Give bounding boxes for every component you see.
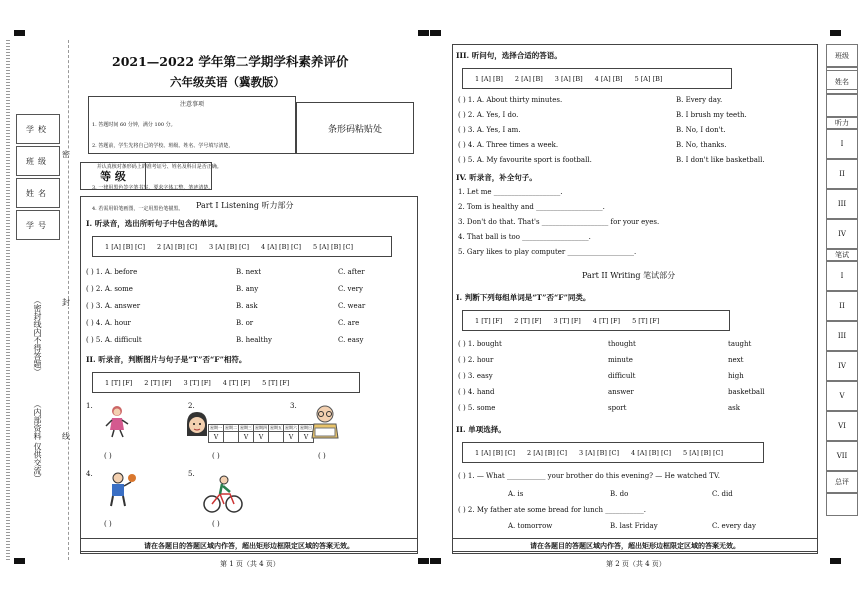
schedule-day: 星期一 bbox=[210, 425, 222, 430]
answer-bubble[interactable]: 1 [A] [B] [C] bbox=[475, 448, 515, 457]
question-option-a: ( ) 4. A. hour bbox=[86, 319, 131, 327]
page-number: 第 2 页（共 4 页） bbox=[606, 560, 666, 568]
pic-answer-blank[interactable]: ( ) bbox=[318, 452, 326, 460]
listening-row-score[interactable]: III bbox=[826, 188, 858, 220]
schedule-day: 星期日 bbox=[300, 425, 312, 430]
question-option-a: ( ) 3. A. Yes, I am. bbox=[458, 126, 521, 134]
question-option-a: ( ) 4. A. Three times a week. bbox=[458, 141, 559, 149]
option-b: B. I brush my teeth. bbox=[676, 111, 747, 119]
option-c: C. easy bbox=[338, 336, 364, 344]
listening-row-score[interactable]: I bbox=[826, 128, 858, 160]
option-b: B. last Friday bbox=[610, 522, 658, 530]
writing-row-score[interactable]: VII bbox=[826, 440, 858, 472]
schedule-day: 星期三 bbox=[240, 425, 252, 430]
answer-bubble[interactable]: 4 [A] [B] [C] bbox=[631, 448, 671, 457]
pic-number: 3. bbox=[290, 402, 297, 410]
option-b: B. No, I don't. bbox=[676, 126, 726, 134]
answer-bubble[interactable]: 3 [T] [F] bbox=[183, 378, 211, 387]
pic-number: 4. bbox=[86, 470, 93, 478]
section-title: IV. 听录音，补全句子。 bbox=[456, 173, 537, 182]
option-c: C. wear bbox=[338, 302, 366, 310]
schedule-day: 星期二 bbox=[225, 425, 237, 430]
schedule-day: 星期四 bbox=[255, 425, 267, 430]
option-b: B. Every day. bbox=[676, 96, 723, 104]
question-option-a: ( ) 2. A. some bbox=[86, 285, 133, 293]
option-c: C. after bbox=[338, 268, 365, 276]
name-label: 姓名 bbox=[826, 70, 858, 94]
word-group: ( ) 5. some bbox=[458, 404, 496, 412]
schedule-mark: V bbox=[209, 432, 224, 443]
schedule-day: 星期五 bbox=[270, 425, 282, 430]
hatch-strip bbox=[6, 40, 10, 560]
schedule-table bbox=[208, 424, 314, 443]
schedule-mark: V bbox=[284, 432, 299, 443]
exam-subtitle: 六年级英语（冀教版） bbox=[170, 75, 285, 89]
option-b: B. No, thanks. bbox=[676, 141, 727, 149]
pic-number: 2. bbox=[188, 402, 195, 410]
question-option-a: ( ) 1. A. before bbox=[86, 268, 138, 276]
answer-row[interactable] bbox=[462, 442, 764, 463]
option-b: B. next bbox=[236, 268, 262, 276]
total-score[interactable] bbox=[826, 492, 858, 516]
pic-answer-blank[interactable]: ( ) bbox=[212, 452, 220, 460]
writing-row-score[interactable]: III bbox=[826, 320, 858, 352]
word-group: ( ) 2. hour bbox=[458, 356, 494, 364]
schedule-mark: V bbox=[239, 432, 254, 443]
corner-mark bbox=[14, 30, 25, 36]
listening-row-score[interactable]: IV bbox=[826, 218, 858, 250]
answer-bubble[interactable]: 2 [A] [B] bbox=[514, 74, 543, 83]
class-field[interactable]: 班级 bbox=[16, 146, 60, 176]
writing-row-score[interactable]: V bbox=[826, 380, 858, 412]
section-title: III. 听问句，选择合适的答语。 bbox=[456, 51, 562, 60]
answer-bubble[interactable]: 1 [A] [B] bbox=[475, 74, 503, 83]
pic-answer-blank[interactable]: ( ) bbox=[104, 452, 112, 460]
answer-bubble[interactable]: 1 [A] [B] [C] bbox=[105, 242, 145, 251]
notice-line: 2. 答题前，学生先将自己的学校、班级、姓名、学号填写清楚， bbox=[92, 143, 234, 149]
answer-bubble[interactable]: 2 [A] [B] [C] bbox=[527, 448, 567, 457]
writing-row-score[interactable]: IV bbox=[826, 350, 858, 382]
word-b: thought bbox=[608, 340, 636, 348]
answer-bubble[interactable]: 2 [A] [B] [C] bbox=[157, 242, 197, 251]
answer-bubble[interactable]: 3 [A] [B] [C] bbox=[209, 242, 249, 251]
fill-blank-sentence: 4. That ball is too ___________________. bbox=[458, 233, 591, 241]
seal-char: 线 bbox=[62, 432, 70, 441]
fill-blank-sentence: 1. Let me ___________________. bbox=[458, 188, 563, 196]
answer-bubble[interactable]: 3 [T] [F] bbox=[553, 316, 581, 325]
pic-number: 5. bbox=[188, 470, 195, 478]
part2-title: Part II Writing 笔试部分 bbox=[582, 271, 676, 280]
question-text: ( ) 2. My father ate some bread for lunch ___________. bbox=[458, 506, 646, 514]
answer-bubble[interactable]: 5 [T] [F] bbox=[262, 378, 290, 387]
answer-bubble[interactable]: 5 [T] [F] bbox=[632, 316, 660, 325]
answer-bubble[interactable]: 4 [A] [B] bbox=[594, 74, 623, 83]
section-title: II. 听录音，判断图片与句子是“T”否“F”相符。 bbox=[86, 355, 247, 364]
boy-basketball-picture bbox=[100, 470, 138, 510]
total-label: 总评 bbox=[826, 470, 858, 494]
answer-bubble[interactable]: 4 [A] [B] [C] bbox=[261, 242, 301, 251]
option-b: B. any bbox=[236, 285, 259, 293]
word-group: ( ) 3. easy bbox=[458, 372, 493, 380]
listening-label: 听力 bbox=[826, 116, 858, 130]
question-option-a: ( ) 2. A. Yes, I do. bbox=[458, 111, 519, 119]
corner-mark bbox=[430, 30, 441, 36]
option-b: B. do bbox=[610, 490, 629, 498]
answer-row[interactable] bbox=[92, 236, 392, 257]
seal-note: （密封线内不得答题） bbox=[33, 296, 42, 376]
notice-line: 4. 若需用铅笔画图，一定用黑色笔描黑。 bbox=[92, 206, 184, 212]
section-title: I. 判断下列每组单词是“T”否“F”同类。 bbox=[456, 293, 591, 302]
option-b: B. I don't like basketball. bbox=[676, 156, 765, 164]
name-field[interactable]: 姓名 bbox=[16, 178, 60, 208]
question-option-a: ( ) 1. A. About thirty minutes. bbox=[458, 96, 563, 104]
schedule-mark: V bbox=[254, 432, 269, 443]
grade-label: 等 级 bbox=[81, 163, 146, 189]
notice-line: 3. 一律用黑色签字笔书写，要求字体工整，笔迹清楚。 bbox=[92, 185, 214, 191]
answer-bubble[interactable]: 4 [T] [F] bbox=[222, 378, 251, 387]
question-option-a: ( ) 3. A. answer bbox=[86, 302, 141, 310]
student-id-field[interactable]: 学号 bbox=[16, 210, 60, 240]
corner-mark bbox=[830, 558, 841, 564]
writing-label: 笔试 bbox=[826, 248, 858, 262]
answer-row[interactable] bbox=[462, 68, 732, 89]
notice-title: 注意事项 bbox=[179, 101, 204, 108]
schedule-mark bbox=[224, 432, 239, 443]
page-number: 第 1 页（共 4 页） bbox=[220, 560, 280, 568]
answer-bubble[interactable]: 2 [T] [F] bbox=[144, 378, 172, 387]
answer-bubble[interactable]: 5 [A] [B] [C] bbox=[313, 242, 353, 251]
section-title: I. 听录音，选出所听句子中包含的单词。 bbox=[86, 219, 223, 228]
section-title: II. 单项选择。 bbox=[456, 425, 506, 434]
answer-bubble[interactable]: 4 [T] [F] bbox=[592, 316, 621, 325]
answer-bubble[interactable]: 1 [T] [F] bbox=[475, 316, 503, 325]
pic-answer-blank[interactable]: ( ) bbox=[212, 520, 220, 528]
answer-area-note: 请在各题目的答题区域内作答，超出矩形边框限定区域的答案无效。 bbox=[452, 538, 818, 554]
seal-char: 封 bbox=[62, 298, 70, 307]
option-b: B. or bbox=[236, 319, 254, 327]
writing-row-score[interactable]: II bbox=[826, 290, 858, 322]
word-b: answer bbox=[608, 388, 634, 396]
word-c: next bbox=[728, 356, 744, 364]
corner-mark bbox=[14, 558, 25, 564]
question-option-a: ( ) 5. A. difficult bbox=[86, 336, 142, 344]
word-c: basketball bbox=[728, 388, 765, 396]
option-b: B. healthy bbox=[236, 336, 272, 344]
corner-mark bbox=[430, 558, 441, 564]
girl-running-picture bbox=[100, 404, 134, 438]
option-b: B. ask bbox=[236, 302, 258, 310]
word-c: high bbox=[728, 372, 744, 380]
option-a: A. is bbox=[508, 490, 524, 498]
word-b: difficult bbox=[608, 372, 636, 380]
corner-mark bbox=[830, 30, 841, 36]
schedule-mark bbox=[269, 432, 284, 443]
word-c: taught bbox=[728, 340, 752, 348]
answer-row[interactable] bbox=[92, 372, 360, 393]
word-group: ( ) 4. hand bbox=[458, 388, 495, 396]
exam-title: 2021—2022 学年第二学期学科素养评价 bbox=[112, 54, 349, 69]
word-b: minute bbox=[608, 356, 633, 364]
grade-box bbox=[80, 162, 212, 190]
answer-area-note: 请在各题目的答题区域内作答，超出矩形边框限定区域的答案无效。 bbox=[80, 538, 418, 554]
fill-blank-sentence: 2. Tom is healthy and ___________________. bbox=[458, 203, 605, 211]
name-score[interactable] bbox=[826, 94, 858, 118]
seal-char: 密 bbox=[62, 150, 70, 159]
internal-note: （内部资料 仅供交流） bbox=[33, 400, 42, 483]
answer-bubble[interactable]: 3 [A] [B] bbox=[554, 74, 583, 83]
option-a: A. tomorrow bbox=[508, 522, 553, 530]
writing-row-score[interactable]: VI bbox=[826, 410, 858, 442]
option-c: C. very bbox=[338, 285, 363, 293]
word-c: ask bbox=[728, 404, 741, 412]
schedule-mark: V bbox=[299, 432, 314, 443]
notice-line: 1. 答题时间 60 分钟，满分 100 分。 bbox=[92, 122, 176, 128]
word-b: sport bbox=[608, 404, 627, 412]
notice-line: 并认真核对条形码上的准考证号、姓名及科目是否正确。 bbox=[92, 164, 222, 170]
barcode-area: 条形码粘贴处 bbox=[296, 102, 414, 154]
word-group: ( ) 1. bought bbox=[458, 340, 502, 348]
answer-bubble[interactable]: 1 [T] [F] bbox=[105, 378, 133, 387]
fill-blank-sentence: 5. Gary likes to play computer ___________________. bbox=[458, 248, 637, 256]
boy-cycling-picture bbox=[202, 474, 244, 514]
school-field[interactable]: 学校 bbox=[16, 114, 60, 144]
option-c: C. are bbox=[338, 319, 360, 327]
class-label: 班级 bbox=[826, 44, 858, 68]
corner-mark bbox=[418, 558, 429, 564]
answer-bubble[interactable]: 5 [A] [B] [C] bbox=[683, 448, 723, 457]
fill-blank-sentence: 3. Don't do that. That's ___________________ for your eyes. bbox=[458, 218, 660, 226]
pic-answer-blank[interactable]: ( ) bbox=[104, 520, 112, 528]
option-c: C. every day bbox=[712, 522, 756, 530]
pic-number: 1. bbox=[86, 402, 93, 410]
corner-mark bbox=[418, 30, 429, 36]
answer-bubble[interactable]: 3 [A] [B] [C] bbox=[579, 448, 619, 457]
option-c: C. did bbox=[712, 490, 733, 498]
question-text: ( ) 1. — What ___________ your brother do this evening? — He watched TV. bbox=[458, 472, 720, 480]
schedule-day: 星期六 bbox=[285, 425, 297, 430]
answer-bubble[interactable]: 5 [A] [B] bbox=[634, 74, 663, 83]
boy-reading-picture bbox=[306, 404, 344, 444]
part1-title: Part I Listening 听力部分 bbox=[196, 201, 294, 210]
answer-row[interactable] bbox=[462, 310, 730, 331]
answer-bubble[interactable]: 2 [T] [F] bbox=[514, 316, 542, 325]
writing-row-score[interactable]: I bbox=[826, 260, 858, 292]
listening-row-score[interactable]: II bbox=[826, 158, 858, 190]
question-option-a: ( ) 5. A. My favourite sport is football. bbox=[458, 156, 592, 164]
